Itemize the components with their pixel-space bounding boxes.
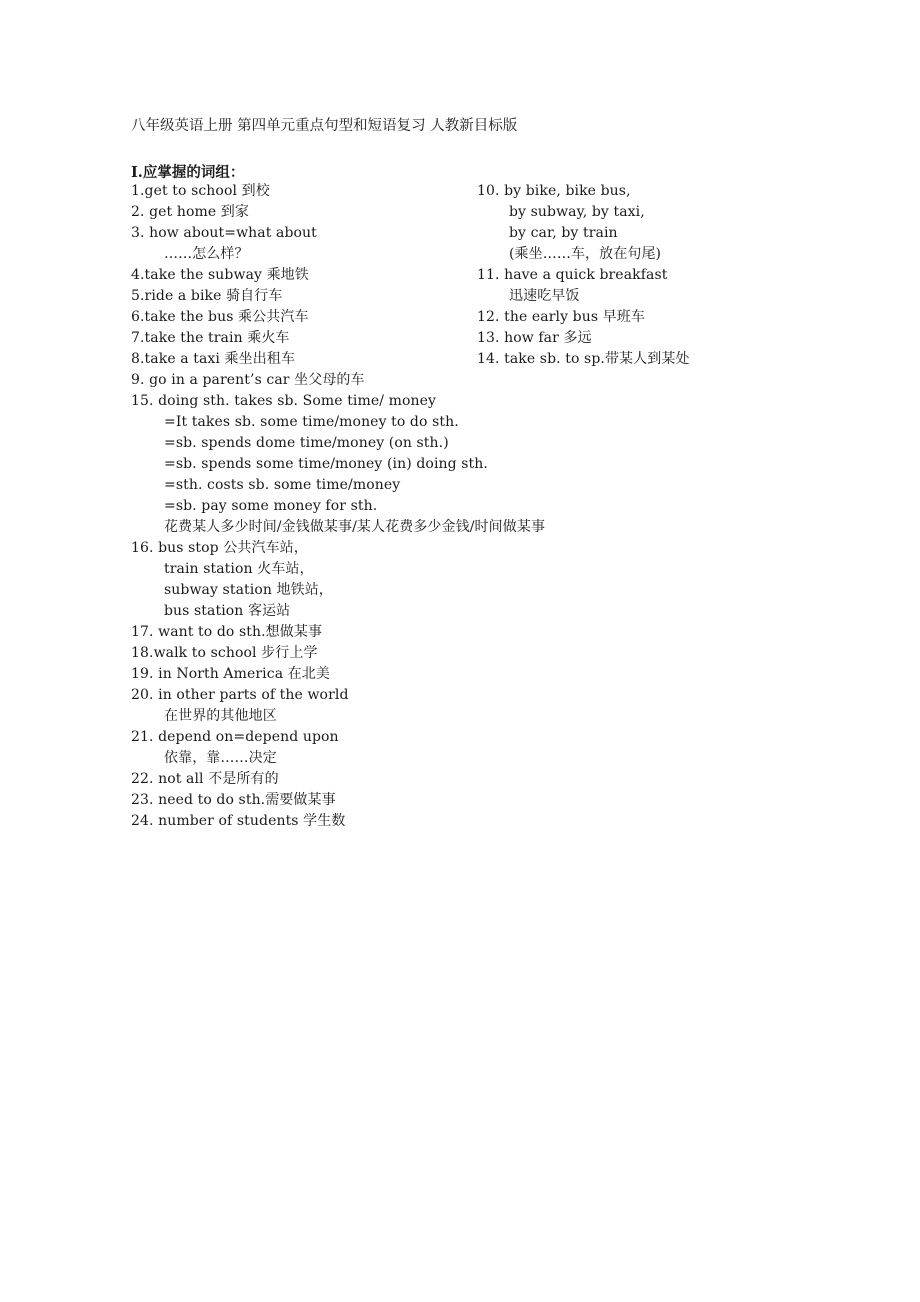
phrase-line: 22. not all 不是所有的 <box>131 771 279 787</box>
phrase-line: subway station 地铁站， <box>164 582 333 598</box>
phrase-line: 迅速吃早饭 <box>509 288 580 304</box>
phrase-line: 18.walk to school 步行上学 <box>131 645 318 661</box>
phrase-line: by car, by train <box>509 225 618 241</box>
phrase-line: 依靠，靠……决定 <box>164 750 277 766</box>
phrase-line: train station 火车站， <box>164 561 314 577</box>
phrase-line: 13. how far 多远 <box>477 330 592 346</box>
phrase-line: 9. go in a parent’s car 坐父母的车 <box>131 372 365 388</box>
phrase-line: =It takes sb. some time/money to do sth. <box>164 414 459 430</box>
phrase-line: 4.take the subway 乘地铁 <box>131 267 309 283</box>
phrase-line: =sb. pay some money for sth. <box>164 498 378 514</box>
phrase-line: 17. want to do sth.想做某事 <box>131 624 323 640</box>
section-heading: I.应掌握的词组： <box>131 164 245 181</box>
phrase-line: 8.take a taxi 乘坐出租车 <box>131 351 296 367</box>
phrase-line: 7.take the train 乘火车 <box>131 330 290 346</box>
phrase-line: 6.take the bus 乘公共汽车 <box>131 309 309 325</box>
phrase-line: 21. depend on=depend upon <box>131 729 339 745</box>
phrase-line: 2. get home 到家 <box>131 204 249 220</box>
phrase-line: 14. take sb. to sp.带某人到某处 <box>477 351 690 367</box>
phrase-line: =sb. spends dome time/money (on sth.) <box>164 435 449 451</box>
phrase-line: 花费某人多少时间/金钱做某事/某人花费多少金钱/时间做某事 <box>164 519 546 535</box>
phrase-line: 10. by bike, bike bus, <box>477 183 631 199</box>
phrase-line: by subway, by taxi, <box>509 204 645 220</box>
phrase-line: (乘坐……车，放在句尾) <box>509 246 662 262</box>
phrase-line: 11. have a quick breakfast <box>477 267 668 283</box>
page-title: 八年级英语上册 第四单元重点句型和短语复习 人教新目标版 <box>131 118 518 134</box>
phrase-line: 16. bus stop 公共汽车站， <box>131 540 308 556</box>
phrase-line: ……怎么样？ <box>164 246 249 262</box>
phrase-line: 23. need to do sth.需要做某事 <box>131 792 336 808</box>
phrase-line: 5.ride a bike 骑自行车 <box>131 288 283 304</box>
phrase-line: =sth. costs sb. some time/money <box>164 477 401 493</box>
phrase-line: 在世界的其他地区 <box>164 708 277 724</box>
phrase-line: 19. in North America 在北美 <box>131 666 331 682</box>
phrase-line: bus station 客运站 <box>164 603 291 619</box>
phrase-line: 15. doing sth. takes sb. Some time/ money <box>131 393 437 409</box>
phrase-line: =sb. spends some time/money (in) doing sth. <box>164 456 488 472</box>
phrase-line: 3. how about=what about <box>131 225 317 241</box>
phrase-line: 1.get to school 到校 <box>131 183 270 199</box>
phrase-line: 20. in other parts of the world <box>131 687 349 703</box>
phrase-line: 24. number of students 学生数 <box>131 813 346 829</box>
phrase-line: 12. the early bus 早班车 <box>477 309 645 325</box>
